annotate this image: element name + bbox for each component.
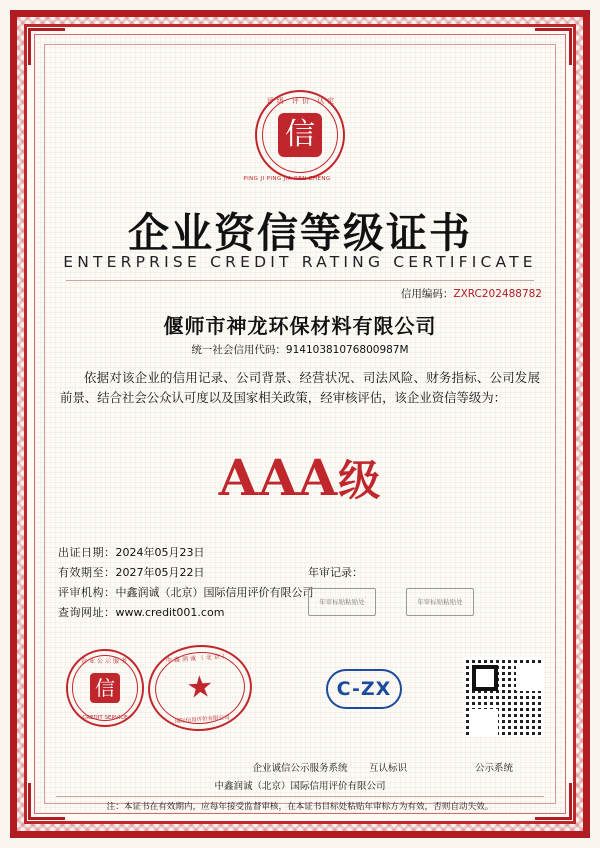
certificate-content [48,48,552,812]
certificate-number [401,286,542,301]
page-subtitle: ENTERPRISE CREDIT RATING CERTIFICATE [63,253,537,271]
company-uscc [48,342,552,357]
agency-label: 评审机构： [58,586,116,599]
public-service-seal-icon [66,649,144,727]
footer-divider [56,796,544,797]
public-service-seal-glyph: 信 [90,673,120,703]
issue-date-label: 出证日期： [58,546,116,559]
uscc-value: 91410381076800987M [285,344,409,356]
footer-caption-line2: 中鑫润诚（北京）国际信用评价有限公司 [214,781,386,792]
issue-date-value: 2024年05月23日 [115,546,205,559]
site-label: 查询网址： [58,606,116,619]
annual-stamp-slot-2: 年审标贴粘贴处 [406,588,474,616]
footer-caption-line1: 企业诚信公示服务系统 [252,763,348,774]
certificate-number-label: 信用编码： [400,288,454,300]
valid-date-label: 有效期至： [58,566,116,579]
qr-code-icon[interactable] [464,657,544,737]
certificate-number-value: ZXRC202488782 [453,288,542,300]
agency-seal-bottom-text: 国际信用评价有限公司 [174,715,230,725]
star-icon: ★ [185,669,215,706]
grade-display [48,448,552,508]
agency-row [58,583,314,603]
certificate-body-text: 依据对该企业的信用记录、公司背景、经营状况、司法风险、财务指标、公司发展前景、结合社会公众认可度以及国家相关政策，经审核评估，该企业资信等级为： [60,370,540,405]
grade-suffix: 级 [338,456,382,505]
annual-review-label: 年审记录： [308,566,363,579]
public-service-seal-top-text: 企业公示服务 [80,658,129,665]
page-title: 企业资信等级证书 [128,209,472,257]
valid-date-value: 2027年05月22日 [115,566,205,579]
title-divider [66,280,534,281]
issue-date-row [58,543,314,563]
uscc-label: 统一社会信用代码： [191,344,286,356]
agency-seal-top-text: 中鑫润诚（北京） [165,652,231,665]
seal-ring-icon [255,90,345,180]
header-seal [242,90,358,180]
site-row [58,603,314,623]
agency-oval-seal-icon [145,641,255,734]
czx-logo-icon: C-ZX [326,669,402,709]
grade-letters: AAA [218,448,339,507]
company-name: 偃师市神龙环保材料有限公司 [163,314,437,338]
issuance-info [58,543,314,623]
mutual-recognition-caption: 互认标识 [368,763,407,774]
footer-note: 注：本证书在有效期内，应每年接受监督审核，在本证书目标处粘贴年审标方为有效，否则自动失效。 [106,802,494,812]
seal-bottom-text: PING JI PING JIA REN ZHENG [243,176,331,182]
public-system-caption: 公示系统 [474,763,513,774]
public-service-seal-bottom-text: CREDIT SERVICE [82,715,128,721]
seal-core-glyph: 信 [278,113,322,157]
site-value[interactable]: www.credit001.com [115,606,225,619]
agency-value: 中鑫润诚（北京）国际信用评价有限公司 [115,586,314,599]
annual-stamp-slot-1: 年审标贴粘贴处 [308,588,376,616]
valid-date-row [58,563,314,583]
footer-seal-row [48,643,552,763]
seal-top-text: 评级 评价 认定 [266,97,338,105]
